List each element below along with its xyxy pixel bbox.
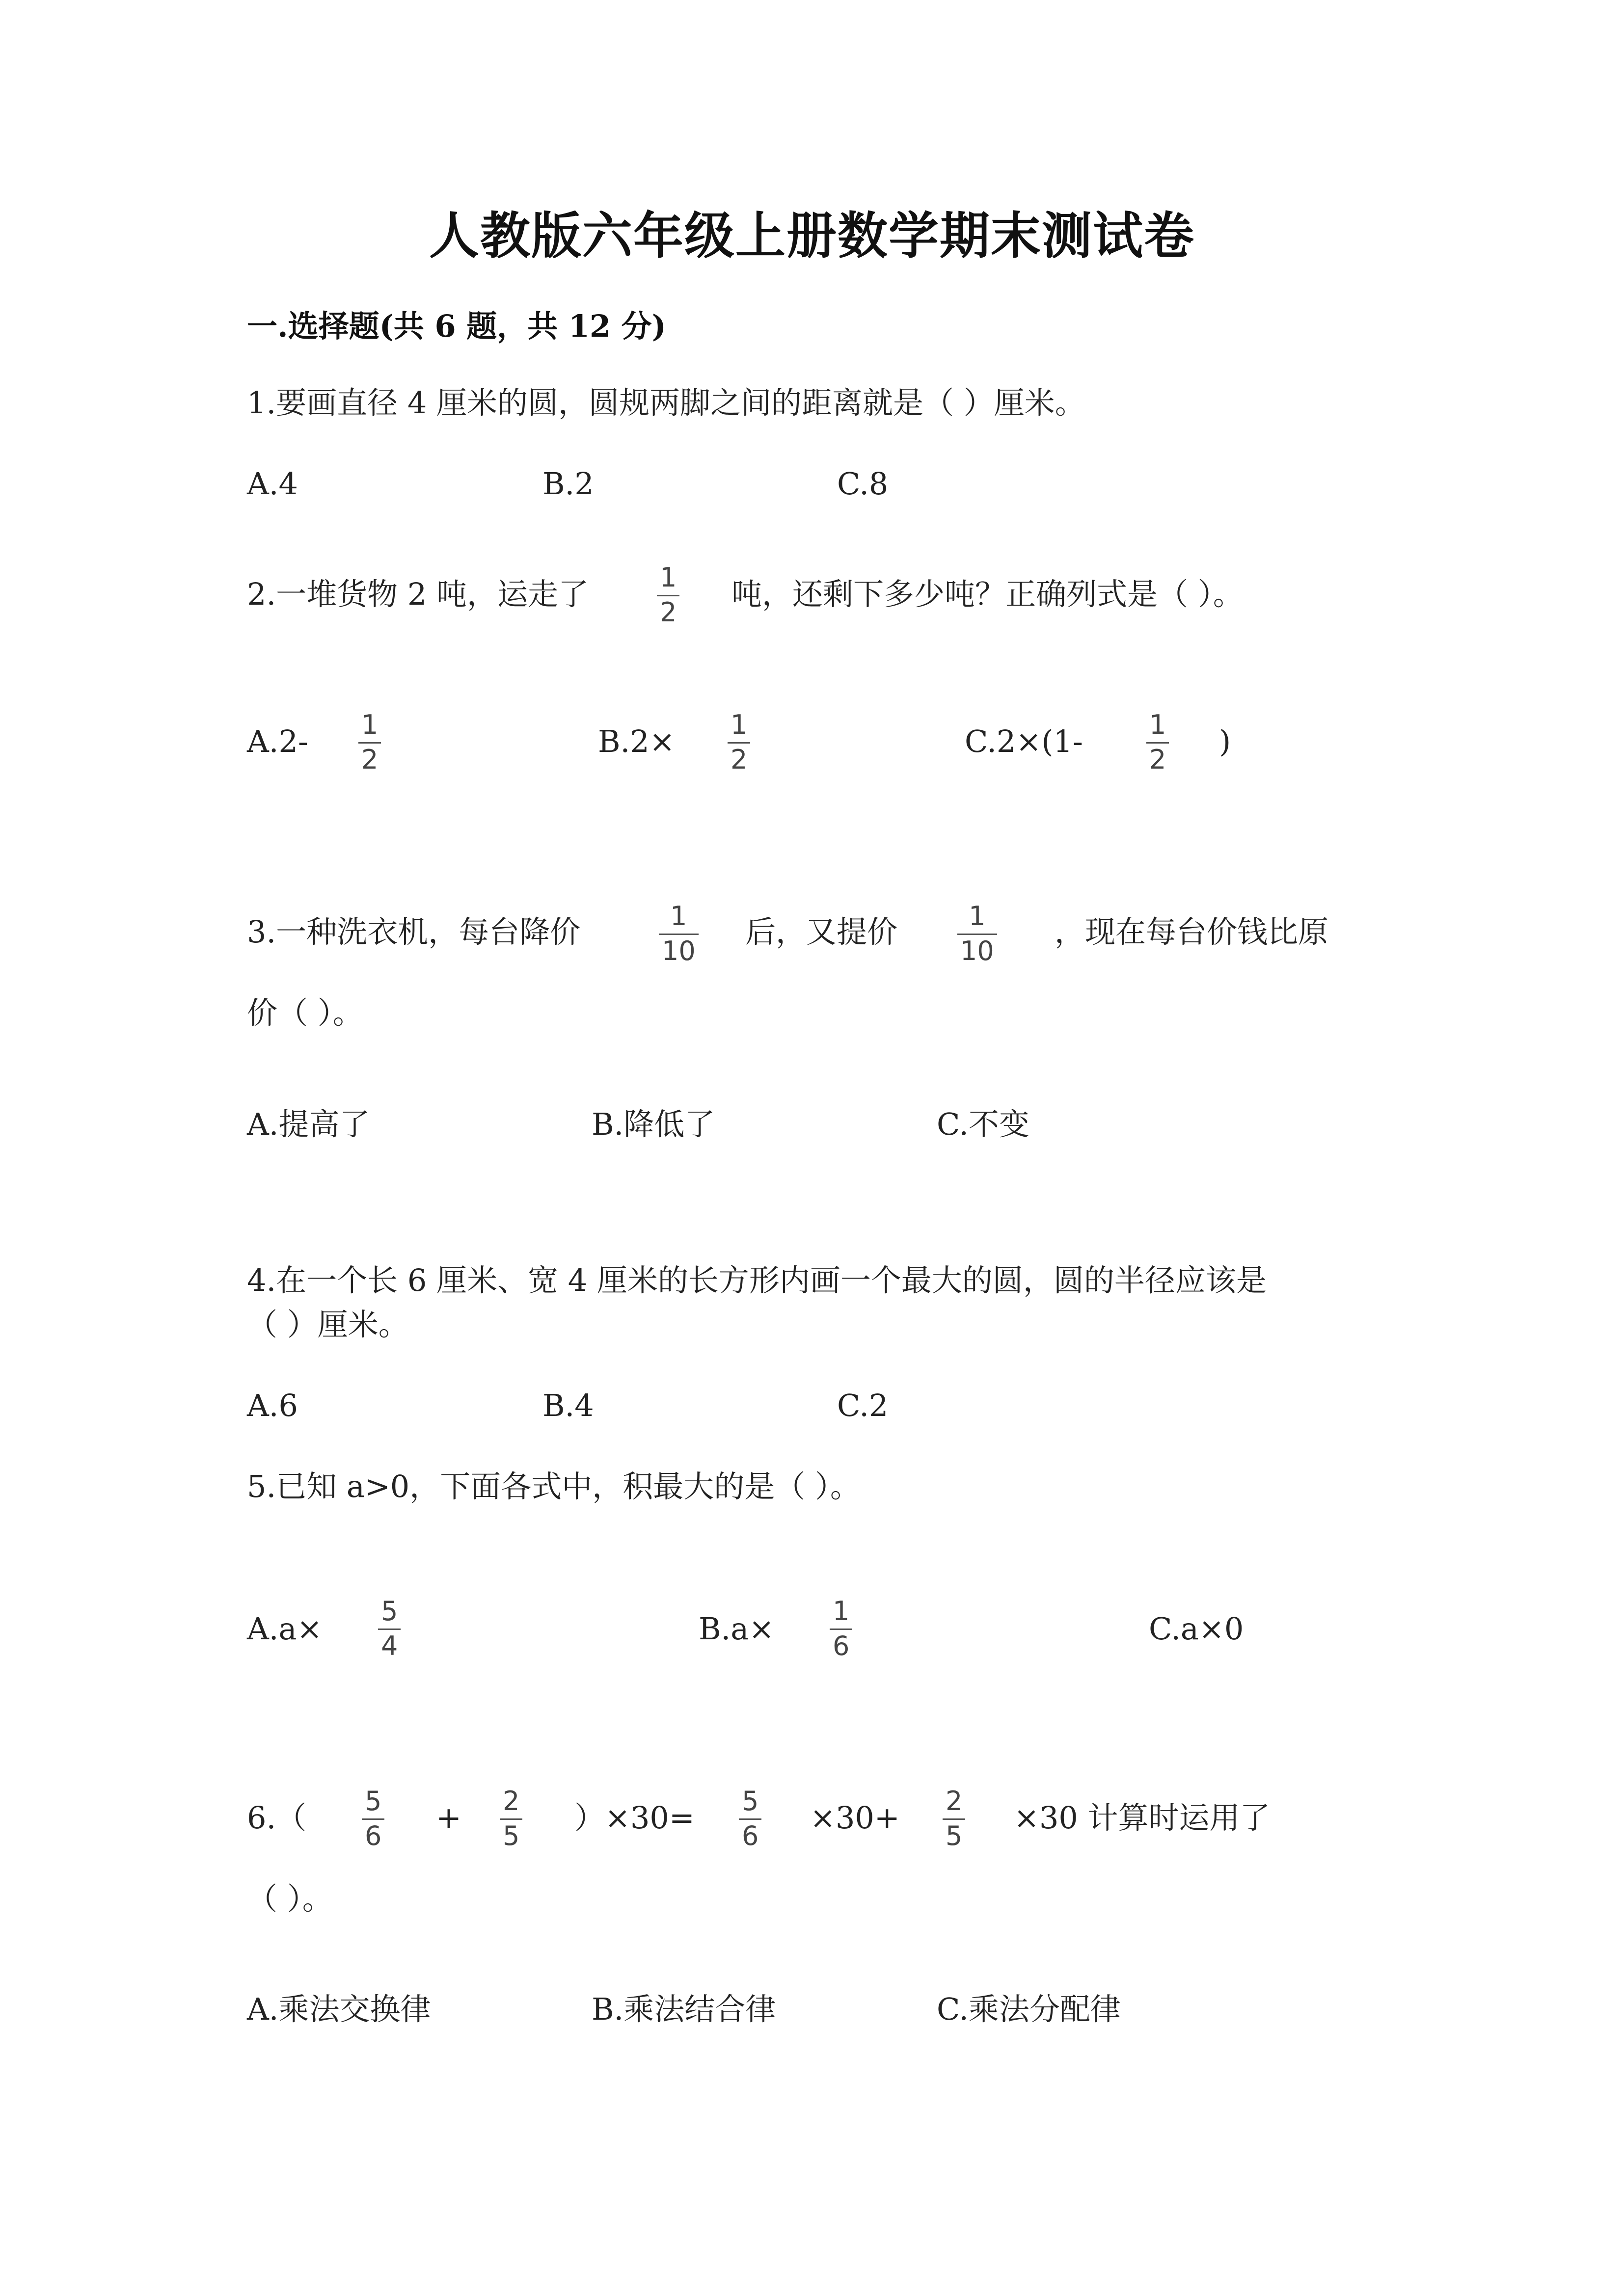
question-4-option-b[interactable]: B.4 (542, 1388, 594, 1423)
fraction-bar (358, 742, 381, 744)
question-2-option-b-fraction (728, 709, 750, 775)
question-1-option-c[interactable]: C.8 (837, 466, 889, 502)
question-5-option-b-label[interactable]: B.a× (699, 1611, 775, 1647)
fraction-numerator: 1 (833, 1596, 850, 1627)
fraction-bar (830, 1629, 852, 1630)
fraction-bar (728, 742, 750, 744)
question-2-option-b-label[interactable]: B.2× (598, 723, 675, 759)
fraction-bar (739, 1818, 761, 1820)
question-6-option-b[interactable]: B.乘法结合律 (592, 1991, 776, 2027)
question-2-option-c-close: ) (1219, 723, 1231, 759)
fraction-bar (500, 1818, 522, 1820)
question-2-option-c-fraction (1146, 709, 1169, 775)
question-2-option-a-label[interactable]: A.2- (247, 723, 308, 759)
fraction-numerator: 1 (969, 901, 986, 932)
question-6-stem-open: 6.（ (247, 1800, 307, 1836)
question-6-option-c[interactable]: C.乘法分配律 (937, 1991, 1121, 2027)
fraction-bar (362, 1818, 384, 1820)
fraction-numerator: 1 (731, 709, 748, 740)
fraction-bar (1146, 742, 1169, 744)
fraction-denominator: 2 (1149, 744, 1166, 775)
question-6-fraction-2 (500, 1788, 522, 1849)
question-3-fraction-2 (957, 903, 997, 964)
question-2-fraction (657, 564, 679, 626)
question-6-stem-continued: （ ）。 (247, 1881, 333, 1917)
page-title: 人教版六年级上册数学期末测试卷 (429, 207, 1195, 266)
question-2-stem-end: 吨，还剩下多少吨？正确列式是（ ）。 (731, 576, 1244, 612)
question-6-stem-equals: ）×30= (574, 1800, 695, 1836)
fraction-numerator: 2 (946, 1786, 963, 1816)
question-6-plus-sign: + (436, 1800, 461, 1836)
fraction-numerator: 5 (381, 1596, 398, 1627)
section-heading: 一.选择题(共 6 题，共 12 分) (247, 308, 667, 344)
fraction-denominator: 2 (660, 597, 677, 628)
fraction-denominator: 5 (503, 1820, 520, 1851)
fraction-denominator: 10 (960, 935, 994, 966)
fraction-bar (957, 934, 997, 935)
question-3-fraction-1 (659, 903, 699, 964)
question-6-stem-times: ×30+ (810, 1800, 900, 1836)
fraction-numerator: 5 (742, 1786, 759, 1816)
question-3-option-a[interactable]: A.提高了 (247, 1106, 370, 1142)
question-2-option-a-fraction (358, 709, 381, 775)
question-4-option-a[interactable]: A.6 (247, 1388, 298, 1423)
question-6-fraction-4 (943, 1788, 965, 1849)
question-3-stem-middle: 后，又提价 (745, 914, 898, 950)
fraction-denominator: 5 (946, 1820, 963, 1851)
fraction-numerator: 2 (503, 1786, 520, 1816)
question-1-stem: 1.要画直径 4 厘米的圆，圆规两脚之间的距离就是（ ）厘米。 (247, 385, 1085, 421)
question-6-fraction-3 (739, 1788, 761, 1849)
question-5-option-a-fraction (378, 1598, 401, 1659)
fraction-numerator: 1 (1149, 709, 1166, 740)
fraction-numerator: 5 (365, 1786, 382, 1816)
fraction-denominator: 2 (361, 744, 379, 775)
fraction-denominator: 6 (365, 1820, 382, 1851)
question-6-option-a[interactable]: A.乘法交换律 (247, 1991, 431, 2027)
question-3-stem-continued: 价（ ）。 (247, 995, 363, 1031)
fraction-bar (378, 1629, 401, 1630)
question-3-option-c[interactable]: C.不变 (937, 1106, 1029, 1142)
fraction-bar (943, 1818, 965, 1820)
fraction-denominator: 4 (381, 1630, 398, 1661)
question-5-option-a-label[interactable]: A.a× (247, 1611, 323, 1647)
fraction-denominator: 2 (731, 744, 748, 775)
fraction-numerator: 1 (361, 709, 379, 740)
question-2-option-c-label[interactable]: C.2×(1- (965, 723, 1083, 759)
question-6-stem-end: ×30 计算时运用了 (1014, 1800, 1271, 1836)
question-3-option-b[interactable]: B.降低了 (592, 1106, 715, 1142)
question-4-stem-line-1: 4.在一个长 6 厘米、宽 4 厘米的长方形内画一个最大的圆，圆的半径应该是 (247, 1262, 1267, 1298)
fraction-bar (657, 595, 679, 596)
fraction-denominator: 6 (742, 1820, 759, 1851)
question-3-stem-start: 3.一种洗衣机，每台降价 (247, 914, 581, 950)
question-1-option-a[interactable]: A.4 (247, 466, 298, 502)
question-1-option-b[interactable]: B.2 (542, 466, 594, 502)
fraction-numerator: 1 (660, 562, 677, 593)
question-5-stem: 5.已知 a>0，下面各式中，积最大的是（ ）。 (247, 1468, 861, 1504)
question-4-option-c[interactable]: C.2 (837, 1388, 889, 1423)
question-6-fraction-1 (362, 1788, 384, 1849)
fraction-denominator: 6 (833, 1630, 850, 1661)
fraction-bar (659, 934, 699, 935)
question-5-option-c[interactable]: C.a×0 (1149, 1611, 1244, 1647)
question-2-stem-start: 2.一堆货物 2 吨，运走了 (247, 576, 589, 612)
question-3-stem-end: ，现在每台价钱比原 (1055, 914, 1329, 950)
fraction-denominator: 10 (662, 935, 696, 966)
question-4-stem-line-2: （ ）厘米。 (247, 1307, 409, 1342)
fraction-numerator: 1 (670, 901, 687, 932)
question-5-option-b-fraction (830, 1598, 852, 1659)
